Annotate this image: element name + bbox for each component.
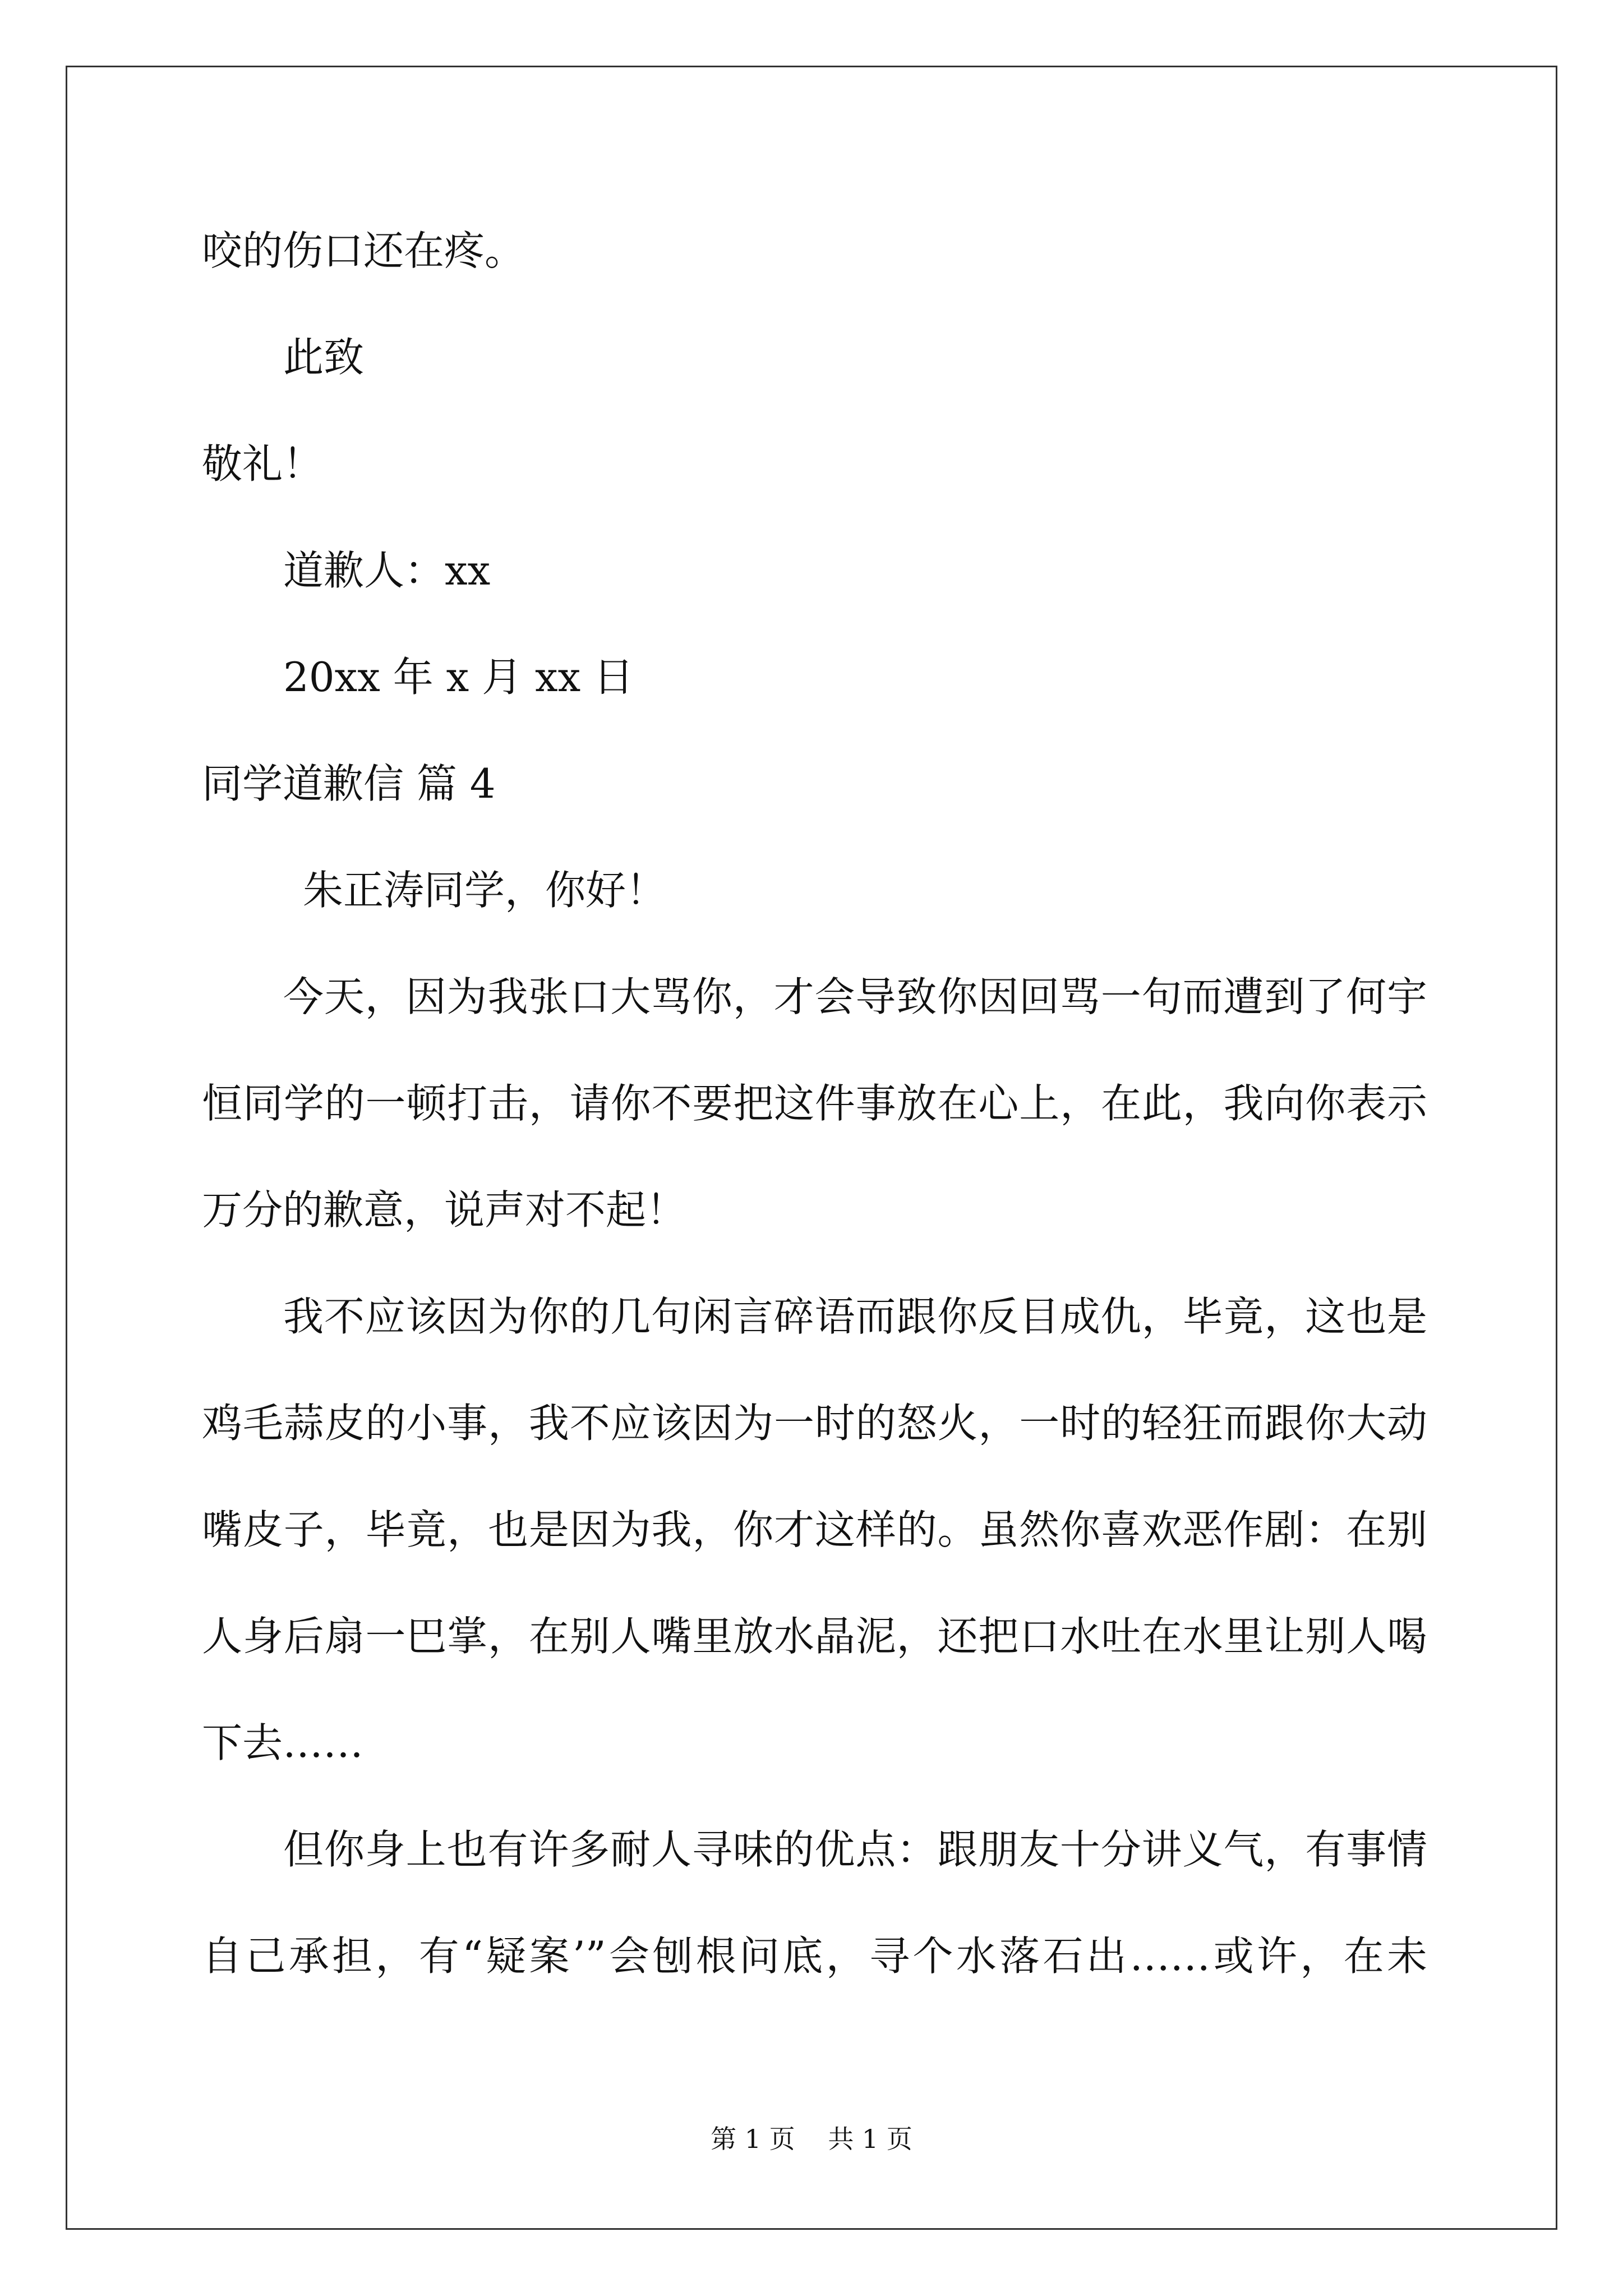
body-line: 今天，因为我张口大骂你，才会导致你因回骂一句而遭到了何宇	[283, 973, 1427, 1020]
body-line: 我不应该因为你的几句闲言碎语而跟你反目成仇，毕竟，这也是	[283, 1293, 1427, 1340]
body-line: 但你身上也有许多耐人寻味的优点：跟朋友十分讲义气，有事情	[283, 1826, 1427, 1873]
page-footer	[0, 2126, 1623, 2152]
body-line: 鸡毛蒜皮的小事，我不应该因为一时的怒火，一时的轻狂而跟你大动	[202, 1400, 1427, 1447]
section-heading: 同学道歉信 篇 4	[202, 760, 496, 807]
letter-date: 20xx 年 x 月 xx 日	[283, 654, 634, 701]
body-line: 万分的歉意，说声对不起！	[202, 1186, 687, 1234]
page-total: 共 1 页	[828, 2124, 912, 2154]
greeting: 朱正涛同学，你好！	[303, 867, 667, 914]
page-border	[66, 66, 1557, 2230]
signature: 道歉人：xx	[283, 547, 491, 594]
closing-line: 咬的伤口还在疼。	[202, 227, 525, 274]
page-number: 第 1 页	[711, 2124, 795, 2154]
body-line: 恒同学的一顿打击，请你不要把这件事放在心上，在此，我向你表示	[202, 1080, 1427, 1127]
body-line: 下去……	[202, 1719, 364, 1766]
body-line: 嘴皮子，毕竟，也是因为我，你才这样的。虽然你喜欢恶作剧：在别	[202, 1506, 1427, 1553]
salutation: 此致	[283, 334, 365, 381]
body-line: 人身后扇一巴掌，在别人嘴里放水晶泥，还把口水吐在水里让别人喝	[202, 1613, 1427, 1660]
regards: 敬礼！	[202, 440, 324, 487]
body-line: 自己承担，有“疑案’”会刨根问底，寻个水落石出……或许，在未	[202, 1932, 1427, 1980]
